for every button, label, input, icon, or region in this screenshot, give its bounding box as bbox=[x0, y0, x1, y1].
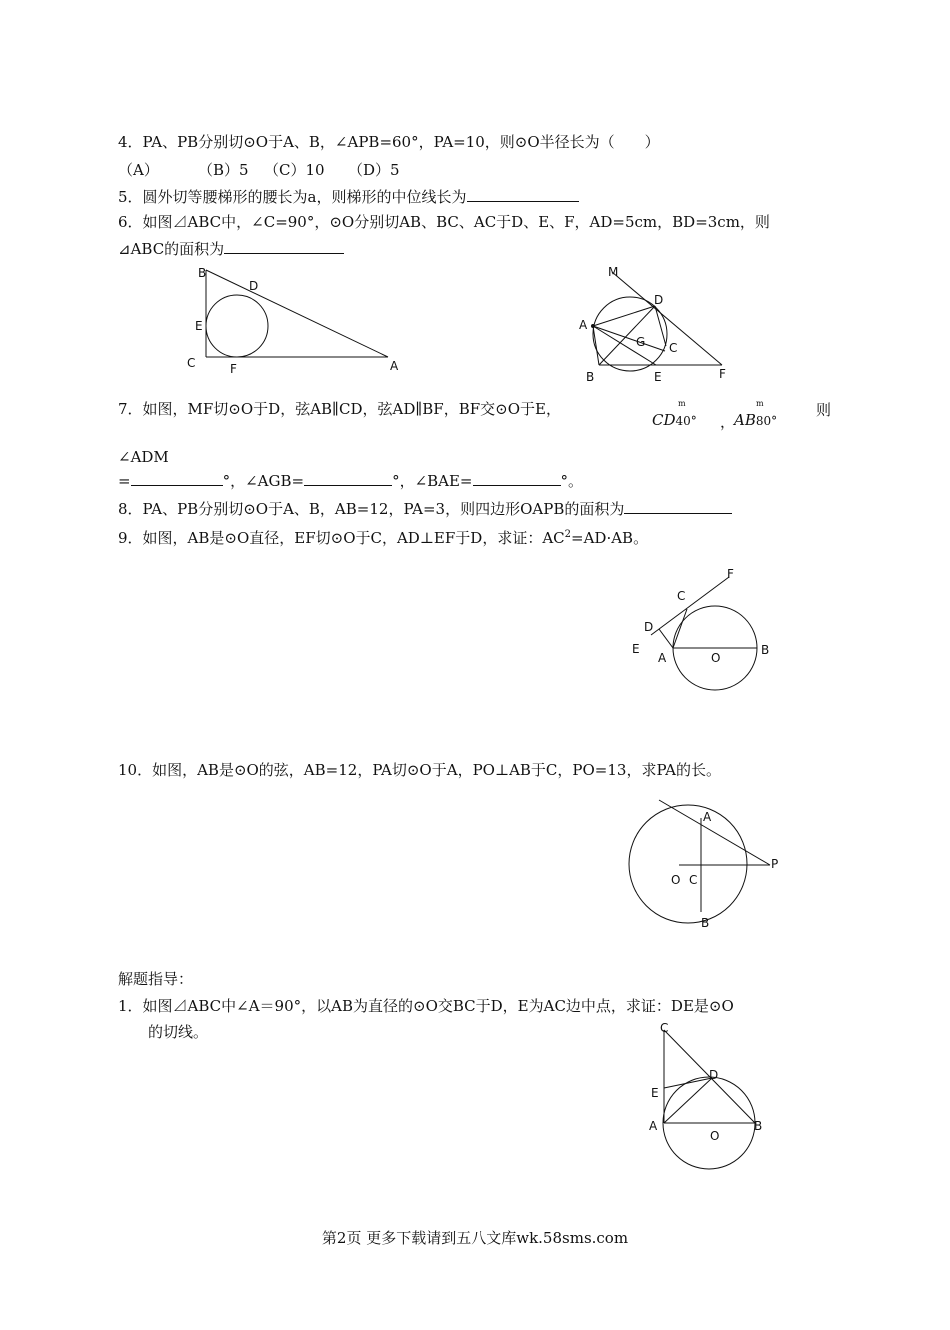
q6-label-a: A bbox=[390, 359, 399, 373]
q6-line2 bbox=[118, 238, 344, 259]
q7-label-c: C bbox=[669, 341, 678, 355]
q9-label-o: O bbox=[711, 651, 721, 665]
q10-label-a: A bbox=[703, 810, 712, 824]
q5-text: 5．圆外切等腰梯形的腰长为a，则梯形的中位线长为 bbox=[118, 188, 467, 206]
q7-label-d: D bbox=[654, 293, 664, 307]
q7-label-f: F bbox=[719, 367, 726, 381]
q7-arc-mark-1: m bbox=[678, 399, 686, 408]
q9-figure bbox=[625, 562, 785, 692]
q7-line3 bbox=[118, 470, 583, 491]
guide-p1-line2: 的切线。 bbox=[148, 1023, 209, 1041]
guide-p1-line1: 1．如图⊿ABC中∠A＝90°，以AB为直径的⊙O交BC于D，E为AC边中点，求证：DE是⊙O bbox=[118, 997, 734, 1015]
q7-line2: ∠ADM bbox=[118, 448, 169, 466]
q7-arc-ab bbox=[734, 399, 778, 429]
q9-label-a: A bbox=[658, 651, 667, 665]
q8 bbox=[118, 498, 732, 519]
q10-text: 10．如图，AB是⊙O的弦，AB=12，PA切⊙O于A，PO⊥AB于C，PO=13，求PA的长。 bbox=[118, 761, 721, 779]
guide-label-b: B bbox=[754, 1119, 763, 1133]
q7-end-text: °。 bbox=[560, 472, 584, 490]
q7-line1: 7．如图，MF切⊙O于D，弦AB∥CD，弦AD∥BF，BF交⊙O于E， bbox=[118, 400, 561, 418]
guide-label-e: E bbox=[651, 1086, 659, 1100]
q7-label-b: B bbox=[586, 370, 595, 384]
q6-line1: 6．如图⊿ABC中，∠C=90°，⊙O分别切AB、BC、AC于D、E、F，AD=5cm，BD=3cm，则 bbox=[118, 213, 770, 231]
q7-eq: = bbox=[118, 472, 131, 490]
q5-answer-blank[interactable] bbox=[467, 186, 579, 202]
q10-label-p: P bbox=[771, 857, 779, 871]
q4-option-d: （D）5 bbox=[348, 161, 400, 179]
q7-comma-wrap bbox=[720, 411, 735, 432]
guide-label-c: C bbox=[660, 1021, 669, 1035]
q6-label-c: C bbox=[187, 356, 196, 370]
q9-label-f: F bbox=[727, 567, 734, 581]
q9 bbox=[118, 525, 648, 548]
q6-text: ⊿ABC的面积为 bbox=[118, 240, 225, 258]
q9-text-before: 9．如图，AB是⊙O直径，EF切⊙O于C，AD⊥EF于D，求证：AC bbox=[118, 529, 565, 547]
q6-answer-blank[interactable] bbox=[224, 238, 344, 254]
q7-comma: ， bbox=[720, 413, 736, 431]
q7-then: 则 bbox=[816, 401, 832, 419]
guide-label-a: A bbox=[649, 1119, 658, 1133]
q6-figure bbox=[180, 262, 410, 377]
q7-arc-ab-label: AB bbox=[734, 411, 756, 429]
q4-option-c: （C）10 bbox=[264, 161, 325, 179]
q8-text: 8．PA、PB分别切⊙O于A、B，AB=12，PA=3，则四边形OAPB的面积为 bbox=[118, 500, 625, 518]
q7-blank-agb[interactable] bbox=[304, 470, 392, 486]
q8-answer-blank[interactable] bbox=[624, 498, 732, 514]
q7-agb-text: °，∠AGB= bbox=[222, 472, 305, 490]
q7-bae-text: °，∠BAE= bbox=[392, 472, 473, 490]
q7-blank-bae[interactable] bbox=[473, 470, 561, 486]
q6-label-b: B bbox=[198, 266, 207, 280]
q7-label-a: A bbox=[579, 318, 588, 332]
guide-figure bbox=[640, 1018, 780, 1168]
q10-label-o: O bbox=[671, 873, 681, 887]
q7-blank-adm[interactable] bbox=[131, 470, 223, 486]
page-footer: 第2页 更多下载请到五八文库wk.58sms.com bbox=[321, 1229, 629, 1247]
q6-label-e: E bbox=[195, 319, 203, 333]
q4-options bbox=[118, 160, 400, 180]
q10-figure bbox=[625, 798, 790, 936]
q7-arc-cd-value: 40° bbox=[675, 414, 697, 428]
q10-label-c: C bbox=[689, 873, 698, 887]
q5 bbox=[118, 186, 579, 207]
q7-label-e: E bbox=[654, 370, 662, 384]
guide-label-d: D bbox=[709, 1068, 719, 1082]
q9-label-c: C bbox=[677, 589, 686, 603]
q9-text-after: =AD·AB。 bbox=[571, 529, 649, 547]
q7-arc-cd bbox=[652, 399, 697, 429]
q7-arc-cd-label: CD bbox=[652, 411, 676, 429]
q9-sup: 2 bbox=[564, 529, 572, 540]
q7-arc-mark-2: m bbox=[756, 399, 764, 408]
q7-arc-ab-value: 80° bbox=[755, 414, 778, 428]
q7-label-m: M bbox=[608, 265, 619, 279]
q7-figure bbox=[572, 262, 742, 387]
q9-label-e: E bbox=[632, 642, 640, 656]
q4-option-a: （A） bbox=[118, 161, 159, 179]
q4-option-b: （B）5 bbox=[198, 161, 249, 179]
guide-title: 解题指导： bbox=[118, 970, 194, 988]
q10-circle bbox=[629, 805, 747, 923]
q7-label-g: G bbox=[636, 335, 646, 349]
q10-label-b: B bbox=[701, 916, 710, 930]
q4-text: 4．PA、PB分别切⊙O于A、B，∠APB=60°，PA=10，则⊙O半径长为（ ） bbox=[118, 133, 660, 151]
q6-label-d: D bbox=[249, 279, 259, 293]
q6-incircle bbox=[206, 295, 268, 357]
q9-label-d: D bbox=[644, 620, 654, 634]
q6-label-f: F bbox=[230, 362, 237, 376]
guide-label-o: O bbox=[710, 1129, 720, 1143]
q9-label-b: B bbox=[761, 643, 770, 657]
